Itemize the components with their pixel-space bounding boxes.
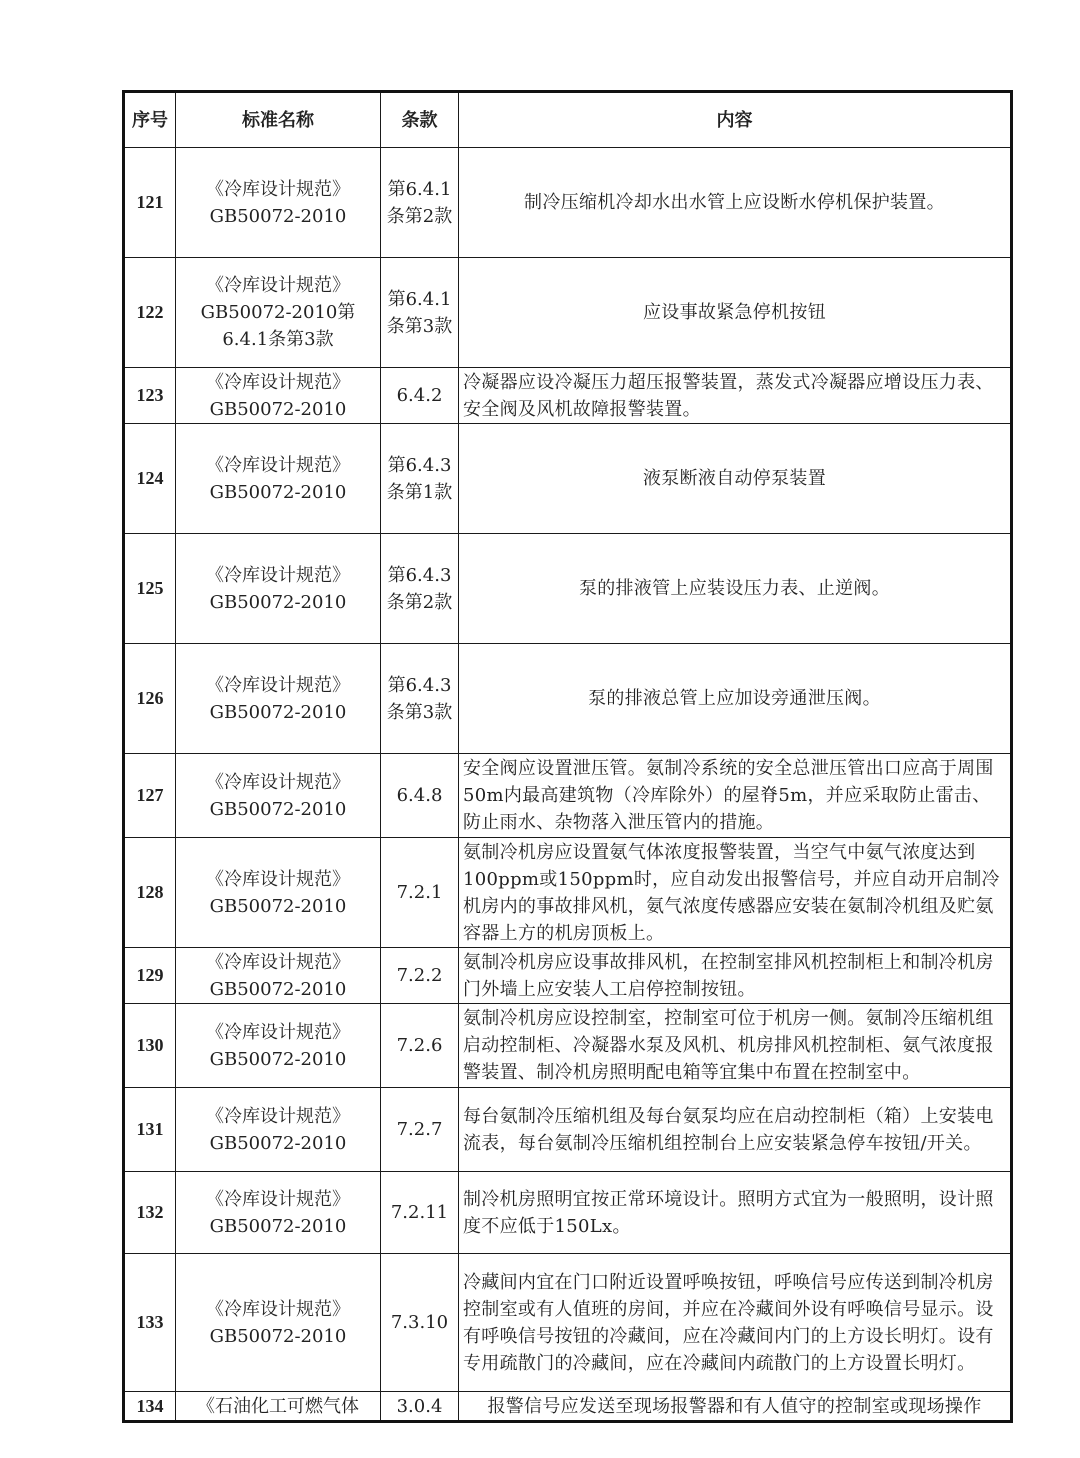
row-number: 130 [124,1004,176,1088]
standard-name: 《冷库设计规范》 GB50072-2010 [176,1004,381,1088]
content: 制冷压缩机冷却水出水管上应设断水停机保护装置。 [459,148,1012,258]
standard-name: 《冷库设计规范》 GB50072-2010 [176,148,381,258]
table-row [124,1392,1012,1422]
table-row [124,148,1012,258]
header-clause: 条款 [381,92,459,148]
content: 泵的排液管上应装设压力表、止逆阀。 [459,534,1012,644]
clause: 3.0.4 [381,1392,459,1422]
clause: 7.3.10 [381,1254,459,1392]
row-number: 127 [124,754,176,838]
clause: 7.2.2 [381,948,459,1004]
row-number: 122 [124,258,176,368]
clause: 6.4.8 [381,754,459,838]
standard-name: 《冷库设计规范》 GB50072-2010 [176,1254,381,1392]
content: 泵的排液总管上应加设旁通泄压阀。 [459,644,1012,754]
clause: 7.2.6 [381,1004,459,1088]
content: 氨制冷机房应设控制室，控制室可位于机房一侧。氨制冷压缩机组启动控制柜、冷凝器水泵及风机、机房排风机控制柜、氨气浓度报警装置、制冷机房照明配电箱等宜集中布置在控制室中。 [459,1004,1012,1088]
table-row [124,424,1012,534]
table-row [124,644,1012,754]
content: 液泵断液自动停泵装置 [459,424,1012,534]
standard-name: 《冷库设计规范》 GB50072-2010 [176,838,381,948]
row-number: 126 [124,644,176,754]
header-standard: 标准名称 [176,92,381,148]
row-number: 123 [124,368,176,424]
standard-name: 《冷库设计规范》 GB50072-2010 [176,948,381,1004]
table-row [124,1004,1012,1088]
row-number: 128 [124,838,176,948]
row-number: 125 [124,534,176,644]
content: 制冷机房照明宜按正常环境设计。照明方式宜为一般照明，设计照度不应低于150Lx。 [459,1172,1012,1254]
clause: 第6.4.3条第3款 [381,644,459,754]
clause: 第6.4.1条第3款 [381,258,459,368]
row-number: 129 [124,948,176,1004]
content: 安全阀应设置泄压管。氨制冷系统的安全总泄压管出口应高于周围50m内最高建筑物（冷库除外）的屋脊5m，并应采取防止雷击、防止雨水、杂物落入泄压管内的措施。 [459,754,1012,838]
header-content: 内容 [459,92,1012,148]
clause: 7.2.11 [381,1172,459,1254]
table-row [124,368,1012,424]
standard-name: 《冷库设计规范》 GB50072-2010 [176,754,381,838]
clause: 7.2.7 [381,1088,459,1172]
table-row [124,948,1012,1004]
content: 冷藏间内宜在门口附近设置呼唤按钮，呼唤信号应传送到制冷机房控制室或有人值班的房间，并应在冷藏间外设有呼唤信号显示。设有呼唤信号按钮的冷藏间，应在冷藏间内门的上方设长明灯。设有专用疏散门的冷藏间，应在冷藏间内疏散门的上方设置长明灯。 [459,1254,1012,1392]
clause: 7.2.1 [381,838,459,948]
content: 应设事故紧急停机按钮 [459,258,1012,368]
standard-name: 《冷库设计规范》 GB50072-2010 [176,1088,381,1172]
table-row [124,258,1012,368]
standard-name: 《石油化工可燃气体 [176,1392,381,1422]
table-row [124,1088,1012,1172]
clause: 第6.4.3条第1款 [381,424,459,534]
header-row [124,92,1012,148]
header-no: 序号 [124,92,176,148]
row-number: 131 [124,1088,176,1172]
clause: 第6.4.3条第2款 [381,534,459,644]
table-row [124,534,1012,644]
standard-name: 《冷库设计规范》 GB50072-2010 [176,1172,381,1254]
standard-name: 《冷库设计规范》 GB50072-2010第6.4.1条第3款 [176,258,381,368]
content: 冷凝器应设冷凝压力超压报警装置，蒸发式冷凝器应增设压力表、安全阀及风机故障报警装置。 [459,368,1012,424]
content: 报警信号应发送至现场报警器和有人值守的控制室或现场操作 [459,1392,1012,1422]
content: 每台氨制冷压缩机组及每台氨泵均应在启动控制柜（箱）上安装电流表，每台氨制冷压缩机组控制台上应安装紧急停车按钮/开关。 [459,1088,1012,1172]
clause: 第6.4.1条第2款 [381,148,459,258]
content: 氨制冷机房应设置氨气体浓度报警装置，当空气中氨气浓度达到100ppm或150ppm时，应自动发出报警信号，并应自动开启制冷机房内的事故排风机，氨气浓度传感器应安装在氨制冷机组及贮氨容器上方的机房顶板上。 [459,838,1012,948]
row-number: 133 [124,1254,176,1392]
table-row [124,1172,1012,1254]
standards-table [122,90,1013,1423]
table-row [124,1254,1012,1392]
row-number: 124 [124,424,176,534]
table-row [124,838,1012,948]
standard-name: 《冷库设计规范》 GB50072-2010 [176,424,381,534]
standard-name: 《冷库设计规范》 GB50072-2010 [176,368,381,424]
row-number: 134 [124,1392,176,1422]
standard-name: 《冷库设计规范》 GB50072-2010 [176,644,381,754]
standard-name: 《冷库设计规范》 GB50072-2010 [176,534,381,644]
clause: 6.4.2 [381,368,459,424]
row-number: 121 [124,148,176,258]
table-row [124,754,1012,838]
row-number: 132 [124,1172,176,1254]
content: 氨制冷机房应设事故排风机，在控制室排风机控制柜上和制冷机房门外墙上应安装人工启停控制按钮。 [459,948,1012,1004]
